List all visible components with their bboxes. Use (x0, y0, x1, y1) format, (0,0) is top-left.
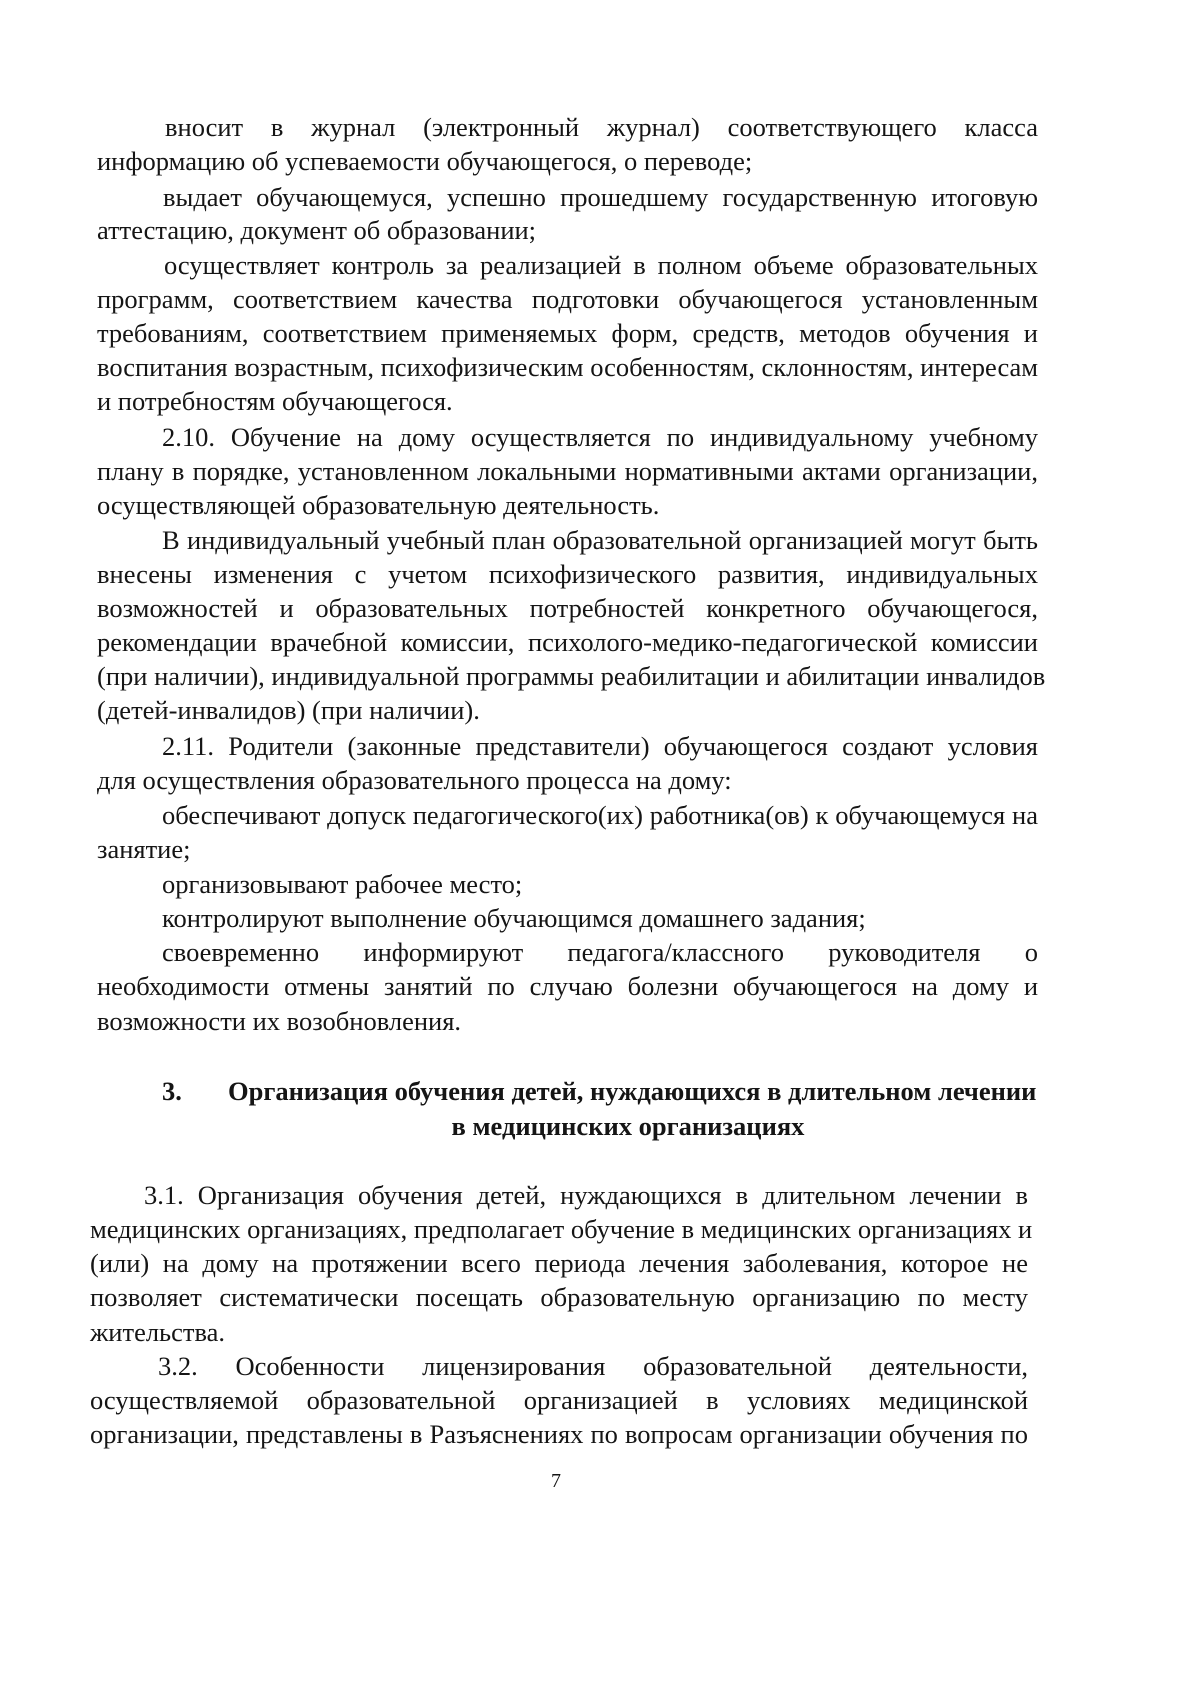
page-number: 7 (551, 1470, 561, 1492)
text-line: осуществляемой образовательной организацией в условиях медицинской (90, 1385, 1028, 1415)
text-line: 3.1. Организация обучения детей, нуждающихся в длительном лечении в (144, 1180, 1028, 1210)
text-line: рекомендации врачебной комиссии, психолого-медико-педагогической комиссии (97, 627, 1038, 657)
text-line: организации, представлены в Разъяснениях по вопросам организации обучения по (90, 1419, 1028, 1449)
text-line: внесены изменения с учетом психофизического развития, индивидуальных (97, 559, 1038, 589)
text-line: своевременно информируют педагога/классного руководителя о (162, 937, 1038, 967)
text-line: (при наличии), индивидуальной программы реабилитации и абилитации инвалидов (97, 661, 1046, 691)
text-line: 2.11. Родители (законные представители) обучающегося создают условия (162, 731, 1038, 761)
text-line: (детей-инвалидов) (при наличии). (97, 695, 480, 725)
text-line: аттестацию, документ об образовании; (97, 215, 537, 245)
text-line: вносит в журнал (электронный журнал) соответствующего класса (165, 112, 1038, 142)
text-line: занятие; (97, 834, 191, 864)
text-line: для осуществления образовательного процесса на дому: (97, 765, 732, 795)
text-line: воспитания возрастным, психофизическим особенностям, склонностям, интересам (97, 352, 1039, 382)
text-line: требованиям, соответствием применяемых форм, средств, методов обучения и (97, 318, 1038, 348)
text-line: В индивидуальный учебный план образовательной организацией могут быть (162, 525, 1038, 555)
paragraph-homework: контролируют выполнение обучающимся домашнего задания; (162, 903, 866, 933)
text-line: программ, соответствием качества подготовки обучающегося установленным (97, 284, 1038, 314)
text-line: информацию об успеваемости обучающегося, о переводе; (97, 146, 753, 176)
text-line: плану в порядке, установленном локальными нормативными актами организации, (97, 456, 1038, 486)
text-line: осуществляющей образовательную деятельность. (97, 490, 660, 520)
text-line: 2.10. Обучение на дому осуществляется по индивидуальному учебному (162, 422, 1038, 452)
section-number: 3. (162, 1076, 182, 1106)
text-line: возможности их возобновления. (97, 1006, 462, 1036)
section-title-line-1: Организация обучения детей, нуждающихся в длительном лечении (228, 1076, 1037, 1106)
text-line: (или) на дому на протяжении всего периода лечения заболевания, которое не (90, 1248, 1028, 1278)
text-line: 3.2. Особенности лицензирования образовательной деятельности, (158, 1351, 1028, 1381)
text-line: жительства. (90, 1317, 226, 1347)
text-line: выдает обучающемуся, успешно прошедшему государственную итоговую (163, 182, 1038, 212)
section-title-line-2: в медицинских организациях (451, 1111, 805, 1141)
text-line: медицинских организациях, предполагает обучение в медицинских организациях и (90, 1214, 1033, 1244)
text-line: возможностей и образовательных потребностей конкретного обучающегося, (97, 593, 1038, 623)
paragraph-workplace: организовывают рабочее место; (162, 869, 523, 899)
text-line: позволяет систематически посещать образовательную организацию по месту (90, 1282, 1028, 1312)
text-line: осуществляет контроль за реализацией в полном объеме образовательных (164, 250, 1038, 280)
text-line: обеспечивают допуск педагогического(их) работника(ов) к обучающемуся на (162, 800, 1038, 830)
text-line: необходимости отмены занятий по случаю болезни обучающегося на дому и (97, 971, 1038, 1001)
text-line: и потребностям обучающегося. (97, 386, 453, 416)
